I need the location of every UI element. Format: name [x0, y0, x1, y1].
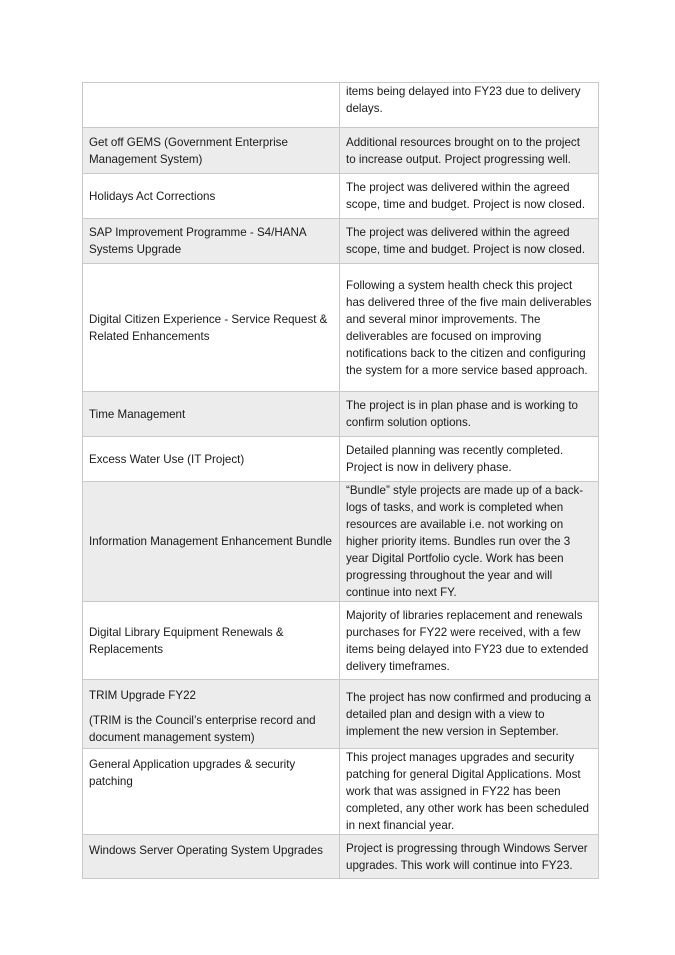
project-name-cell: Digital Citizen Experience - Service Request & Related Enhancements [83, 264, 340, 392]
project-status-cell: The project has now confirmed and producing a detailed plan and design with a view to implement the new version in September. [340, 680, 599, 749]
project-status-cell: Majority of libraries replacement and renewals purchases for FY22 were received, with a few items being delayed into FY23 due to extended delivery timeframes. [340, 602, 599, 680]
table-row [83, 264, 599, 392]
table-row [83, 174, 599, 219]
project-name-cell: SAP Improvement Programme - S4/HANA Systems Upgrade [83, 219, 340, 264]
project-name-cell: Holidays Act Corrections [83, 174, 340, 219]
project-name-cell [83, 680, 340, 749]
table-row [83, 749, 599, 835]
project-status-cell: The project is in plan phase and is working to confirm solution options. [340, 392, 599, 437]
project-status-cell: The project was delivered within the agreed scope, time and budget. Project is now closed. [340, 219, 599, 264]
project-status-cell: “Bundle” style projects are made up of a back-logs of tasks, and work is completed when resources are available i.e. not working on higher priority items. Bundles run over the 3 year Digital Portfolio cycle. Work has been progressing throughout the year and will continue into next FY. [340, 482, 599, 602]
table-row [83, 128, 599, 174]
project-status-cell: This project manages upgrades and security patching for general Digital Applications. Most work that was assigned in FY22 has been completed, any other work has been scheduled in next financial year. [340, 749, 599, 835]
project-note: (TRIM is the Council’s enterprise record and document management system) [89, 714, 316, 744]
table-row [83, 482, 599, 602]
table-row [83, 602, 599, 680]
project-name-cell: Windows Server Operating System Upgrades [83, 835, 340, 879]
project-name-cell: Get off GEMS (Government Enterprise Management System) [83, 128, 340, 174]
project-name: TRIM Upgrade FY22 [89, 689, 196, 702]
project-status-cell: items being delayed into FY23 due to delivery delays. [340, 83, 599, 128]
project-name-cell: Information Management Enhancement Bundle [83, 482, 340, 602]
project-status-cell: Additional resources brought on to the project to increase output. Project progressing well. [340, 128, 599, 174]
table-row [83, 680, 599, 749]
project-status-cell: The project was delivered within the agreed scope, time and budget. Project is now closed. [340, 174, 599, 219]
project-name-cell: Excess Water Use (IT Project) [83, 437, 340, 482]
table-row [83, 437, 599, 482]
project-name-cell [83, 83, 340, 128]
table-row [83, 219, 599, 264]
table-row [83, 392, 599, 437]
project-name-cell: Digital Library Equipment Renewals & Replacements [83, 602, 340, 680]
table-row [83, 83, 599, 128]
project-name-cell: Time Management [83, 392, 340, 437]
table-row [83, 835, 599, 879]
project-name-cell: General Application upgrades & security patching [83, 749, 340, 835]
project-status-cell: Following a system health check this project has delivered three of the five main deliverables and several minor improvements. The deliverables are focused on improving notifications back to the citizen and configuring the system for a more service based approach. [340, 264, 599, 392]
project-status-table [82, 82, 599, 879]
project-status-cell: Project is progressing through Windows Server upgrades. This work will continue into FY23. [340, 835, 599, 879]
project-status-cell: Detailed planning was recently completed. Project is now in delivery phase. [340, 437, 599, 482]
